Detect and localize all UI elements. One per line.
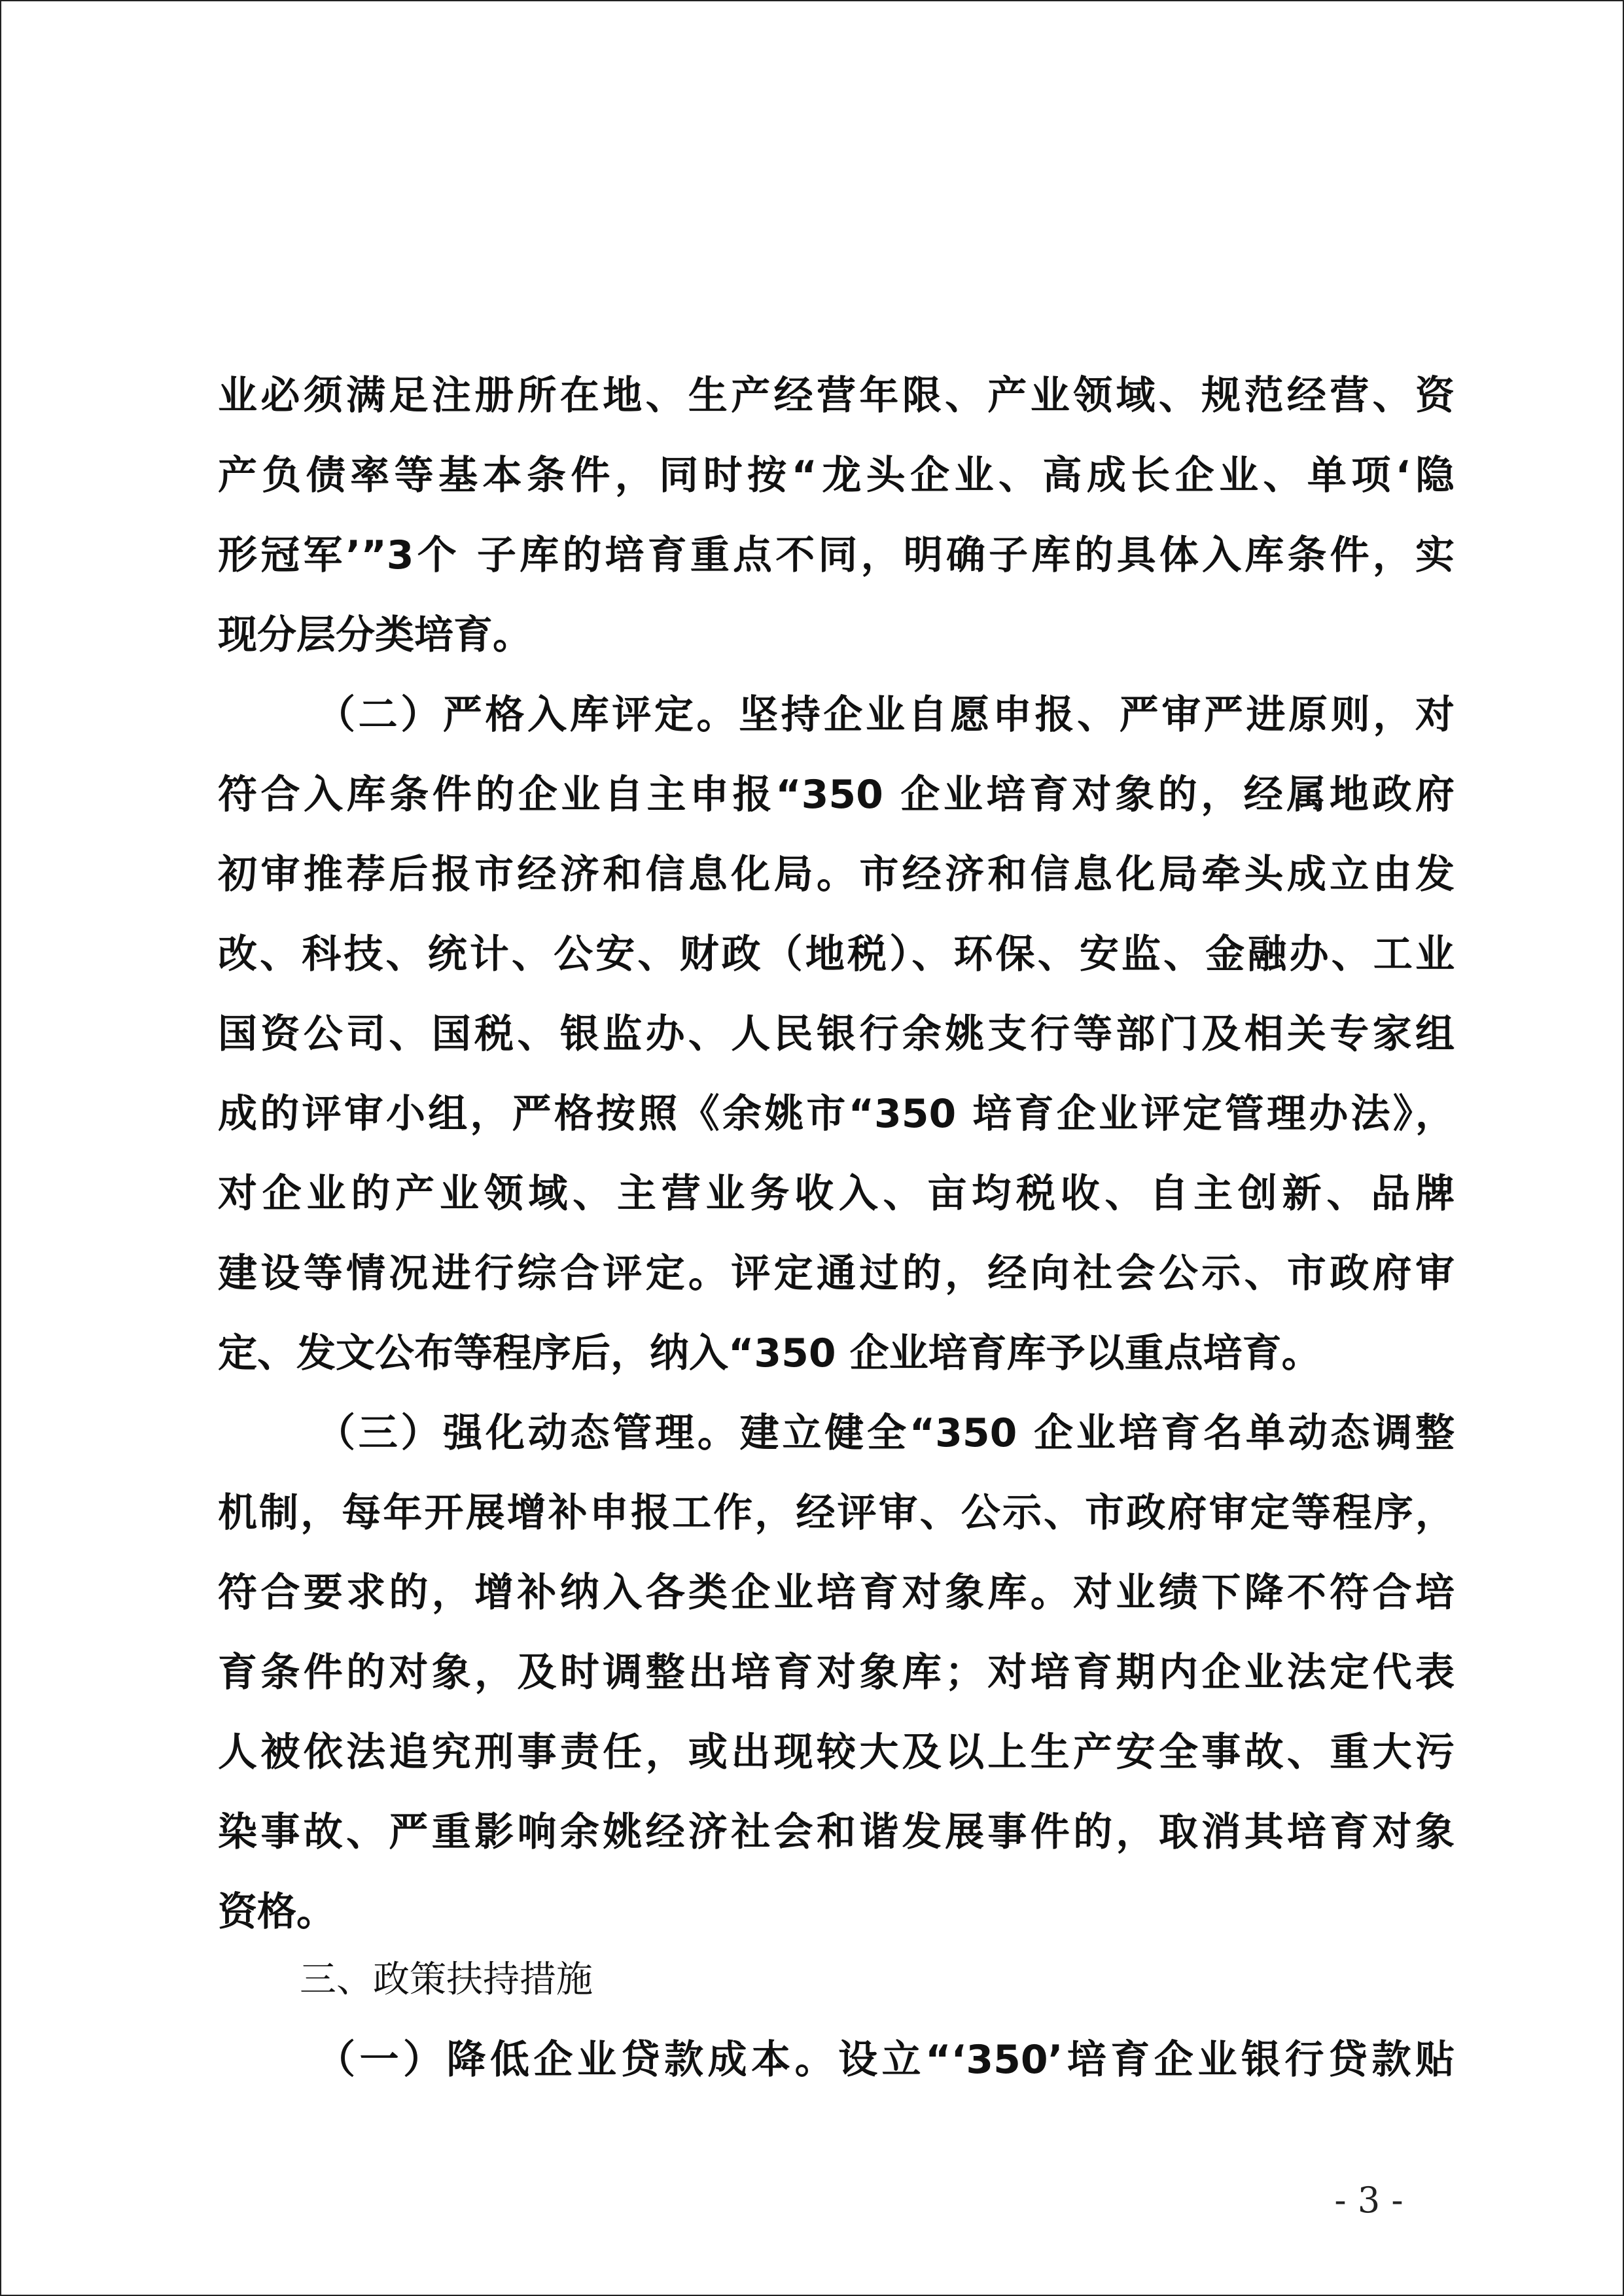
subheading-line: （三）强化动态管理。建立健全“350 企业培育名单动态调整 bbox=[316, 1410, 1455, 1456]
text-line: 对企业的产业领域、主营业务收入、亩均税收、自主创新、品牌 bbox=[218, 1171, 1455, 1217]
text-line: 定、发文公布等程序后，纳入“350 企业培育库予以重点培育。 bbox=[218, 1331, 1321, 1376]
text-line: 形冠军’”3个 子库的培育重点不同，明确子库的具体入库条件，实 bbox=[218, 532, 1455, 578]
text-line: 产负债率等基本条件，同时按“龙头企业、高成长企业、单项‘隐 bbox=[218, 453, 1455, 498]
text-line: 人被依法追究刑事责任，或出现较大及以上生产安全事故、重大污 bbox=[218, 1730, 1455, 1775]
subheading-line: （一）降低企业贷款成本。设立“‘350’培育企业银行贷款贴 bbox=[316, 2037, 1455, 2083]
text-line: 资格。 bbox=[218, 1889, 336, 1935]
subheading-line: （二）严格入库评定。坚持企业自愿申报、严审严进原则，对 bbox=[316, 692, 1455, 738]
text-line: 符合入库条件的企业自主申报“350 企业培育对象的，经属地政府 bbox=[218, 772, 1455, 818]
text-line: 初审推荐后报市经济和信息化局。市经济和信息化局牵头成立由发 bbox=[218, 852, 1455, 897]
text-line: 国资公司、国税、银监办、人民银行余姚支行等部门及相关专家组 bbox=[218, 1011, 1455, 1057]
text-line: 改、科技、统计、公安、财政（地税）、环保、安监、金融办、工业 bbox=[218, 931, 1455, 977]
text-line: 机制，每年开展增补申报工作，经评审、公示、市政府审定等程序， bbox=[218, 1490, 1455, 1536]
text-line: 染事故、严重影响余姚经济社会和谐发展事件的，取消其培育对象 bbox=[218, 1809, 1455, 1855]
text-line: 业必须满足注册所在地、生产经营年限、产业领域、规范经营、资 bbox=[218, 373, 1455, 419]
text-line: 育条件的对象，及时调整出培育对象库；对培育期内企业法定代表 bbox=[218, 1650, 1455, 1696]
text-line: 符合要求的，增补纳入各类企业培育对象库。对业绩下降不符合培 bbox=[218, 1570, 1455, 1616]
text-line: 成的评审小组，严格按照《余姚市“350 培育企业评定管理办法》， bbox=[218, 1091, 1455, 1137]
page-number: - 3 - bbox=[1334, 2180, 1403, 2221]
text-line: 建设等情况进行综合评定。评定通过的，经向社会公示、市政府审 bbox=[218, 1251, 1455, 1296]
text-line: 现分层分类培育。 bbox=[218, 612, 532, 658]
section-heading: 三、政策扶持措施 bbox=[300, 1958, 593, 2001]
